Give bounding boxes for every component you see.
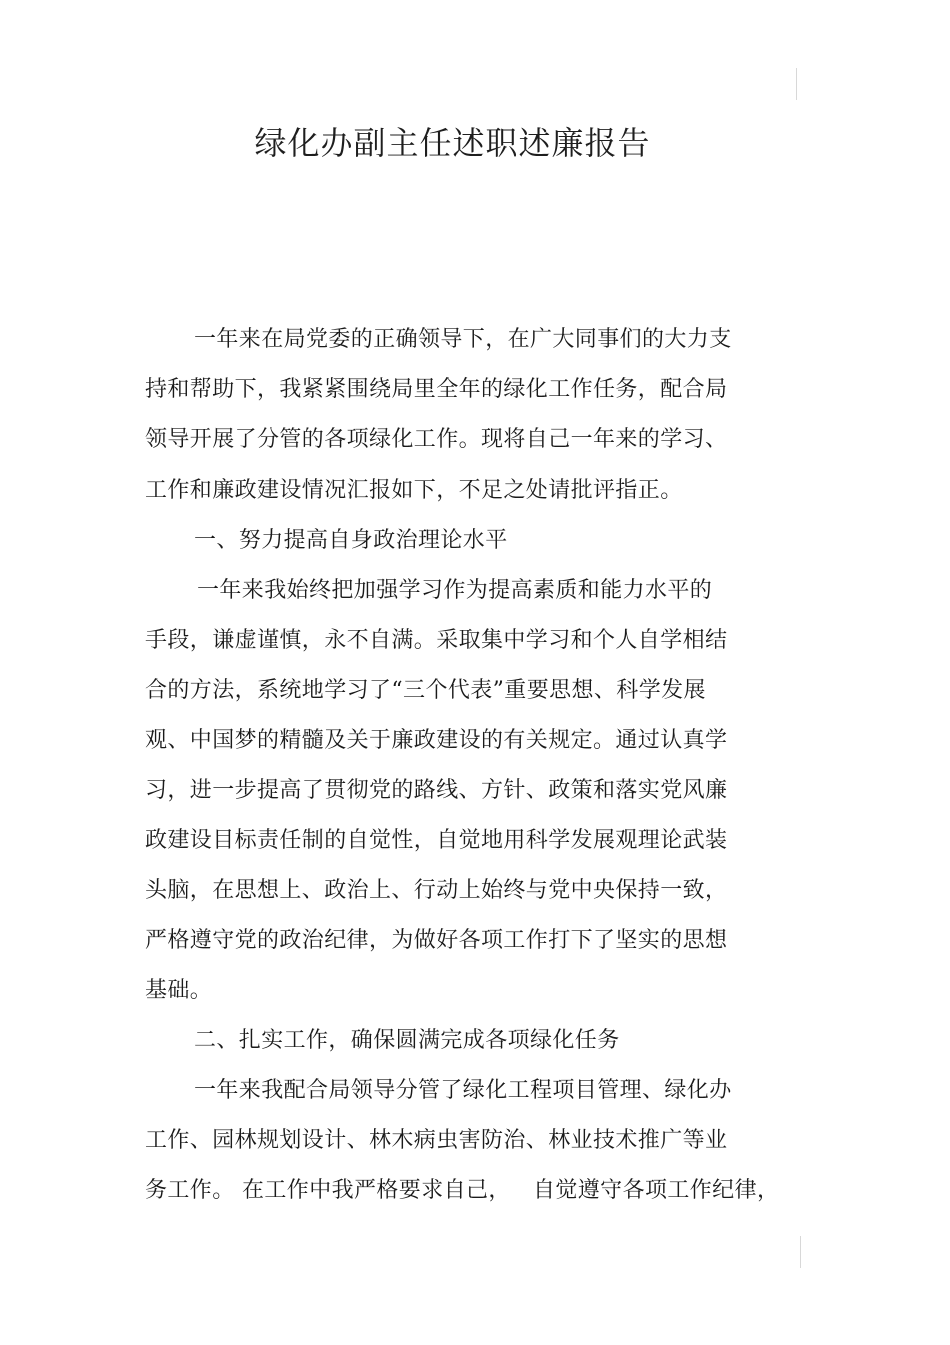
paragraph-line: 工作和廉政建设情况汇报如下，不足之处请批评指正。	[145, 478, 683, 503]
paragraph-line: 务工作。 在工作中我严格要求自己， 自觉遵守各项工作纪律，	[145, 1178, 780, 1203]
page-edge-mark-bottom	[800, 1236, 801, 1268]
paragraph-line: 严格遵守党的政治纪律，为做好各项工作打下了坚实的思想	[145, 928, 728, 953]
paragraph-line: 观、中国梦的精髓及关于廉政建设的有关规定。通过认真学	[145, 728, 728, 753]
paragraph-line: 一年来我配合局领导分管了绿化工程项目管理、绿化办	[194, 1078, 732, 1103]
paragraph-line: 头脑，在思想上、政治上、行动上始终与党中央保持一致，	[145, 878, 728, 903]
document-title: 绿化办副主任述职述廉报告	[254, 124, 651, 162]
paragraph-line: 一年来我始终把加强学习作为提高素质和能力水平的	[197, 578, 713, 603]
paragraph-line: 基础。	[145, 978, 213, 1003]
section-heading-1: 一、努力提高自身政治理论水平	[194, 528, 508, 553]
paragraph-line: 政建设目标责任制的自觉性，自觉地用科学发展观理论武装	[145, 828, 728, 853]
section-heading-2: 二、扎实工作，确保圆满完成各项绿化任务	[194, 1028, 620, 1053]
paragraph-line: 工作、园林规划设计、林木病虫害防治、林业技术推广等业	[145, 1128, 728, 1153]
paragraph-line: 习，进一步提高了贯彻党的路线、方针、政策和落实党风廉	[145, 778, 728, 803]
paragraph-line: 手段，谦虚谨慎，永不自满。采取集中学习和个人自学相结	[145, 628, 728, 653]
page-edge-mark-top	[796, 68, 797, 100]
paragraph-line: 领导开展了分管的各项绿化工作。现将自己一年来的学习、	[145, 427, 728, 452]
paragraph-line: 一年来在局党委的正确领导下，在广大同事们的大力支	[194, 327, 732, 352]
paragraph-line: 合的方法，系统地学习了“三个代表”重要思想、科学发展	[145, 678, 706, 703]
paragraph-line: 持和帮助下，我紧紧围绕局里全年的绿化工作任务，配合局	[145, 377, 728, 402]
